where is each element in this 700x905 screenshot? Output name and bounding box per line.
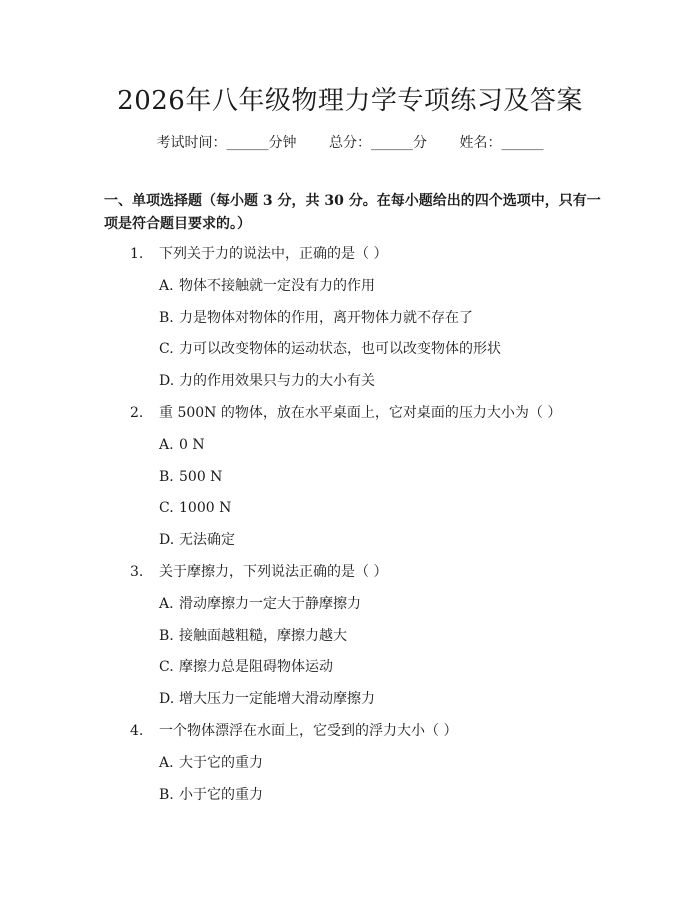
option-1d <box>0 369 700 401</box>
question-number: 2. <box>130 404 144 421</box>
option-2a <box>0 433 700 465</box>
option-3b <box>0 624 700 656</box>
option-letter: A. <box>159 754 174 771</box>
section-heading: 一、单项选择题（每小题 3 分，共 30 分。在每小题给出的四个选项中，只有一项是符合题目要求的。） <box>104 193 601 232</box>
option-1c <box>0 337 700 369</box>
option-letter: D. <box>159 532 175 549</box>
question-2 <box>0 401 700 433</box>
option-text: 1000 N <box>179 500 232 517</box>
option-letter: A. <box>159 277 174 294</box>
option-letter: B. <box>159 786 174 803</box>
option-text: 力可以改变物体的运动状态，也可以改变物体的形状 <box>179 341 501 358</box>
option-text: 增大压力一定能增大滑动摩擦力 <box>179 691 375 708</box>
question-4 <box>0 719 700 751</box>
option-2b <box>0 465 700 497</box>
exam-total-score: 总分：______分 <box>329 135 427 151</box>
option-letter: B. <box>159 627 174 644</box>
option-letter: B. <box>159 468 174 485</box>
question-number: 4. <box>130 722 144 739</box>
question-list <box>0 242 700 814</box>
option-1a <box>0 274 700 306</box>
page-title: 2026年八年级物理力学专项练习及答案 <box>117 86 583 116</box>
option-2d <box>0 528 700 560</box>
option-3d <box>0 687 700 719</box>
option-letter: C. <box>159 500 174 517</box>
option-text: 力的作用效果只与力的大小有关 <box>179 373 375 390</box>
option-letter: C. <box>159 341 174 358</box>
question-1 <box>0 242 700 274</box>
option-text: 滑动摩擦力一定大于静摩擦力 <box>179 595 361 612</box>
exam-meta <box>0 132 700 152</box>
question-number: 3. <box>130 563 144 580</box>
option-letter: C. <box>159 659 174 676</box>
option-4a <box>0 751 700 783</box>
question-3 <box>0 560 700 592</box>
option-letter: D. <box>159 373 175 390</box>
option-4b <box>0 783 700 815</box>
question-stem: 关于摩擦力，下列说法正确的是（ ） <box>159 563 388 580</box>
option-text: 500 N <box>179 468 223 485</box>
option-letter: B. <box>159 309 174 326</box>
exam-time: 考试时间：______分钟 <box>156 135 297 151</box>
option-3a <box>0 592 700 624</box>
option-1b <box>0 306 700 338</box>
question-stem: 下列关于力的说法中，正确的是（ ） <box>159 246 388 262</box>
option-3c <box>0 655 700 687</box>
question-stem: 一个物体漂浮在水面上，它受到的浮力大小（ ） <box>159 722 458 739</box>
option-text: 无法确定 <box>179 532 235 549</box>
option-text: 0 N <box>179 436 205 453</box>
option-text: 接触面越粗糙，摩擦力越大 <box>179 627 347 644</box>
option-text: 大于它的重力 <box>179 754 263 771</box>
option-text: 摩擦力总是阻碍物体运动 <box>179 659 333 676</box>
option-letter: D. <box>159 691 175 708</box>
option-letter: A. <box>159 436 174 453</box>
option-text: 小于它的重力 <box>179 786 263 803</box>
option-letter: A. <box>159 595 174 612</box>
option-text: 物体不接触就一定没有力的作用 <box>179 277 375 294</box>
option-2c <box>0 496 700 528</box>
question-number: 1. <box>130 246 144 262</box>
student-name: 姓名：______ <box>459 135 544 151</box>
option-text: 力是物体对物体的作用，离开物体力就不存在了 <box>179 309 473 326</box>
question-stem: 重 500N 的物体，放在水平桌面上，它对桌面的压力大小为（ ） <box>159 404 562 421</box>
